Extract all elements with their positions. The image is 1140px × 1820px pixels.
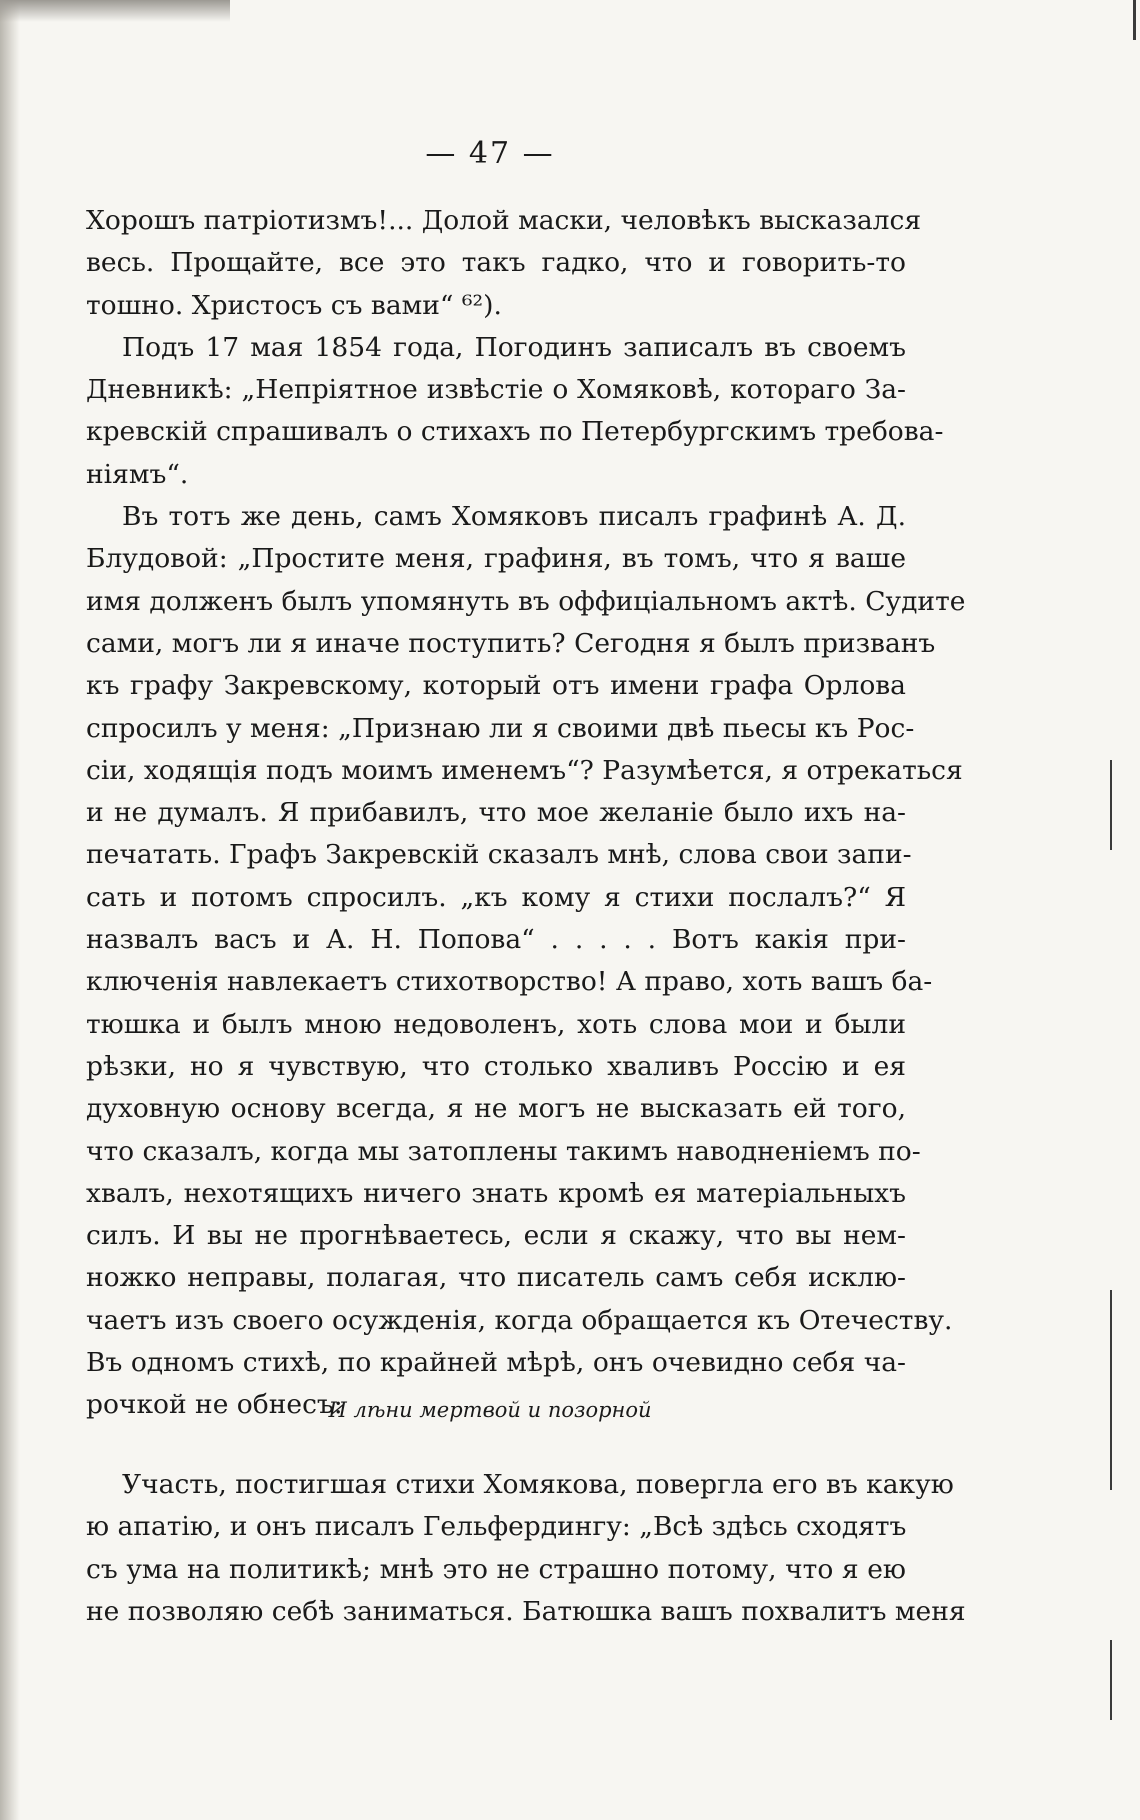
text-line: имя долженъ былъ упомянуть въ оффиціальномъ актѣ. Судите	[86, 585, 966, 617]
text-line: ю апатію, и онъ писалъ Гельфердингу: „Всѣ здѣсь сходятъ	[86, 1511, 907, 1543]
text-line: съ ума на политикѣ; мнѣ это не страшно потому, что я ею	[86, 1553, 906, 1585]
scan-shadow-top	[0, 0, 230, 22]
text-line: весь. Прощайте, все это такъ гадко, что и говорить-то	[86, 247, 906, 279]
scan-mark-right-1	[1110, 760, 1112, 850]
text-line: рочкой не обнесъ:	[86, 1389, 343, 1421]
text-line: и не думалъ. Я прибавилъ, что мое желаніе было ихъ на-	[86, 797, 906, 829]
text-line: ключенія навлекаетъ стихотворство! А право, хоть вашъ ба-	[86, 966, 933, 998]
text-line: сами, могъ ли я иначе поступить? Сегодня я былъ призванъ	[86, 627, 936, 659]
text-line: хвалъ, нехотящихъ ничего знать кромѣ ея матеріальныхъ	[86, 1177, 906, 1209]
text-line: Хорошъ патріотизмъ!... Долой маски, человѣкъ высказался	[86, 205, 922, 236]
page-body	[86, 200, 966, 1427]
text-line: Въ одномъ стихѣ, по крайней мѣрѣ, онъ очевидно себя ча-	[86, 1347, 906, 1379]
text-line: не позволяю себѣ заниматься. Батюшка вашъ похвалитъ меня	[86, 1595, 966, 1627]
text-line: Подъ 17 мая 1854 года, Погодинъ записалъ въ своемъ	[122, 331, 906, 363]
text-line: сать и потомъ спросилъ. „къ кому я стихи послалъ?“ Я	[86, 881, 906, 913]
text-line: Дневникѣ: „Непріятное извѣстіе о Хомяковѣ, котораго За-	[86, 374, 906, 406]
paragraph-2	[86, 327, 944, 496]
text-line: ніямъ“.	[86, 458, 189, 490]
text-line: Участь, постигшая стихи Хомякова, повергла его въ какую	[122, 1469, 954, 1500]
scan-shadow-left	[0, 0, 20, 1820]
text-line: Въ тотъ же день, самъ Хомяковъ писалъ графинѣ А. Д.	[122, 501, 906, 533]
text-line: тошно. Христосъ съ вами“ ⁶²).	[86, 289, 502, 321]
text-line: назвалъ васъ и А. Н. Попова“ . . . . . Вотъ какія при-	[86, 924, 906, 956]
paragraph-1	[86, 200, 922, 327]
verse-quote: И лѣни мертвой и позорной	[328, 1398, 652, 1422]
text-line: что сказалъ, когда мы затоплены такимъ наводненіемъ по-	[86, 1135, 921, 1167]
text-line: сіи, ходящія подъ моимъ именемъ“? Разумѣется, я отрекаться	[86, 754, 963, 786]
text-line: рѣзки, но я чувствую, что столько хваливъ Россію и ея	[86, 1050, 906, 1082]
text-line: Блудовой: „Простите меня, графиня, въ томъ, что я ваше	[86, 543, 906, 575]
scan-mark-right-top	[1133, 0, 1136, 40]
paragraph-3	[86, 496, 966, 1427]
page-number: — 47 —	[425, 136, 555, 171]
text-line: кревскій спрашивалъ о стихахъ по Петербургскимъ требова-	[86, 416, 944, 448]
scan-mark-right-3	[1110, 1640, 1112, 1720]
scan-mark-right-2	[1110, 1290, 1112, 1490]
text-line: ножко неправы, полагая, что писатель самъ себя исклю-	[86, 1262, 906, 1294]
text-line: силъ. И вы не прогнѣваетесь, если я скажу, что вы нем-	[86, 1220, 906, 1252]
text-line: чаетъ изъ своего осужденія, когда обращается къ Отечеству.	[86, 1304, 953, 1336]
text-line: духовную основу всегда, я не могъ не высказать ей того,	[86, 1093, 906, 1125]
text-line: къ графу Закревскому, который отъ имени графа Орлова	[86, 670, 906, 702]
text-line: спросилъ у меня: „Признаю ли я своими двѣ пьесы къ Рос-	[86, 712, 915, 744]
text-line: тюшка и былъ мною недоволенъ, хоть слова мои и были	[86, 1008, 906, 1040]
paragraph-4	[86, 1464, 966, 1633]
text-line: печатать. Графъ Закревскій сказалъ мнѣ, слова свои запи-	[86, 839, 912, 871]
